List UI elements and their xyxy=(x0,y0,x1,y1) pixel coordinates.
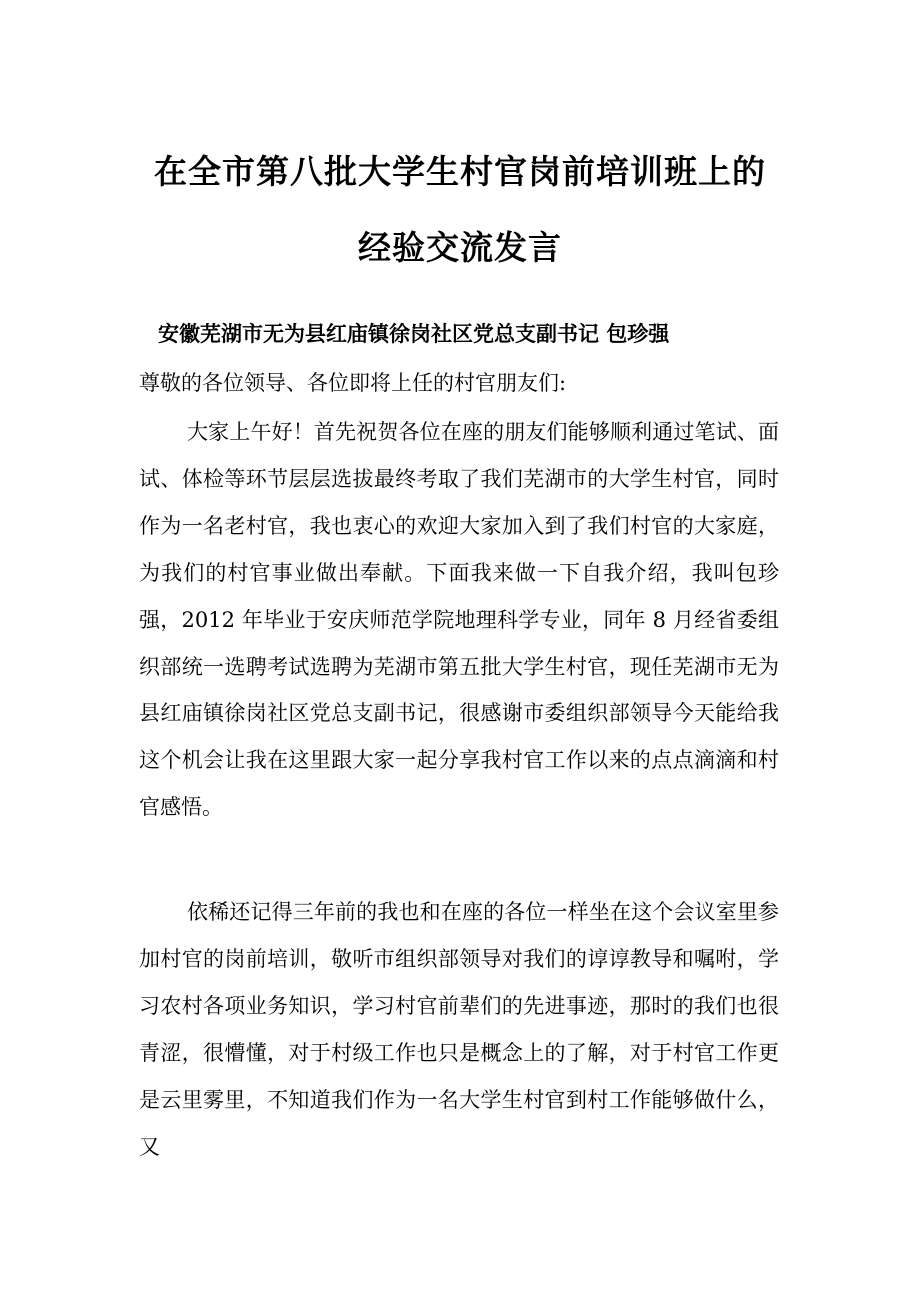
body-paragraph-1: 大家上午好！首先祝贺各位在座的朋友们能够顺利通过笔试、面试、体检等环节层层选拔最终考取了我们芜湖市的大学生村官，同时作为一名老村官，我也衷心的欢迎大家加入到了我们村官的大家庭，为我们的村官事业做出奉献。下面我来做一下自我介绍，我叫包珍强，2012 年毕业于安庆师范学院地理科学专业，同年 8 月经省委组织部统一选聘考试选聘为芜湖市第五批大学生村官，现任芜湖市无为县红庙镇徐岗社区党总支副书记，很感谢市委组织部领导今天能给我这个机会让我在这里跟大家一起分享我村官工作以来的点点滴滴和村官感悟。 xyxy=(139,420,779,820)
body-paragraph-2: 依稀还记得三年前的我也和在座的各位一样坐在这个会议室里参加村官的岗前培训，敬听市组织部领导对我们的谆谆教导和嘱咐，学习农村各项业务知识，学习村官前辈们的先进事迹，那时的我们也很青涩，很懵懂，对于村级工作也只是概念上的了解，对于村官工作更是云里雾里，不知道我们作为一名大学生村官到村工作能够做什么，又 xyxy=(139,900,779,1159)
document-title-line-2: 经验交流发言 xyxy=(358,228,562,267)
author-line: 安徽芜湖市无为县红庙镇徐岗社区党总支副书记 包珍强 xyxy=(158,321,670,346)
salutation: 尊敬的各位领导、各位即将上任的村官朋友们: xyxy=(139,371,567,395)
document-title-line-1: 在全市第八批大学生村官岗前培训班上的 xyxy=(154,152,766,191)
